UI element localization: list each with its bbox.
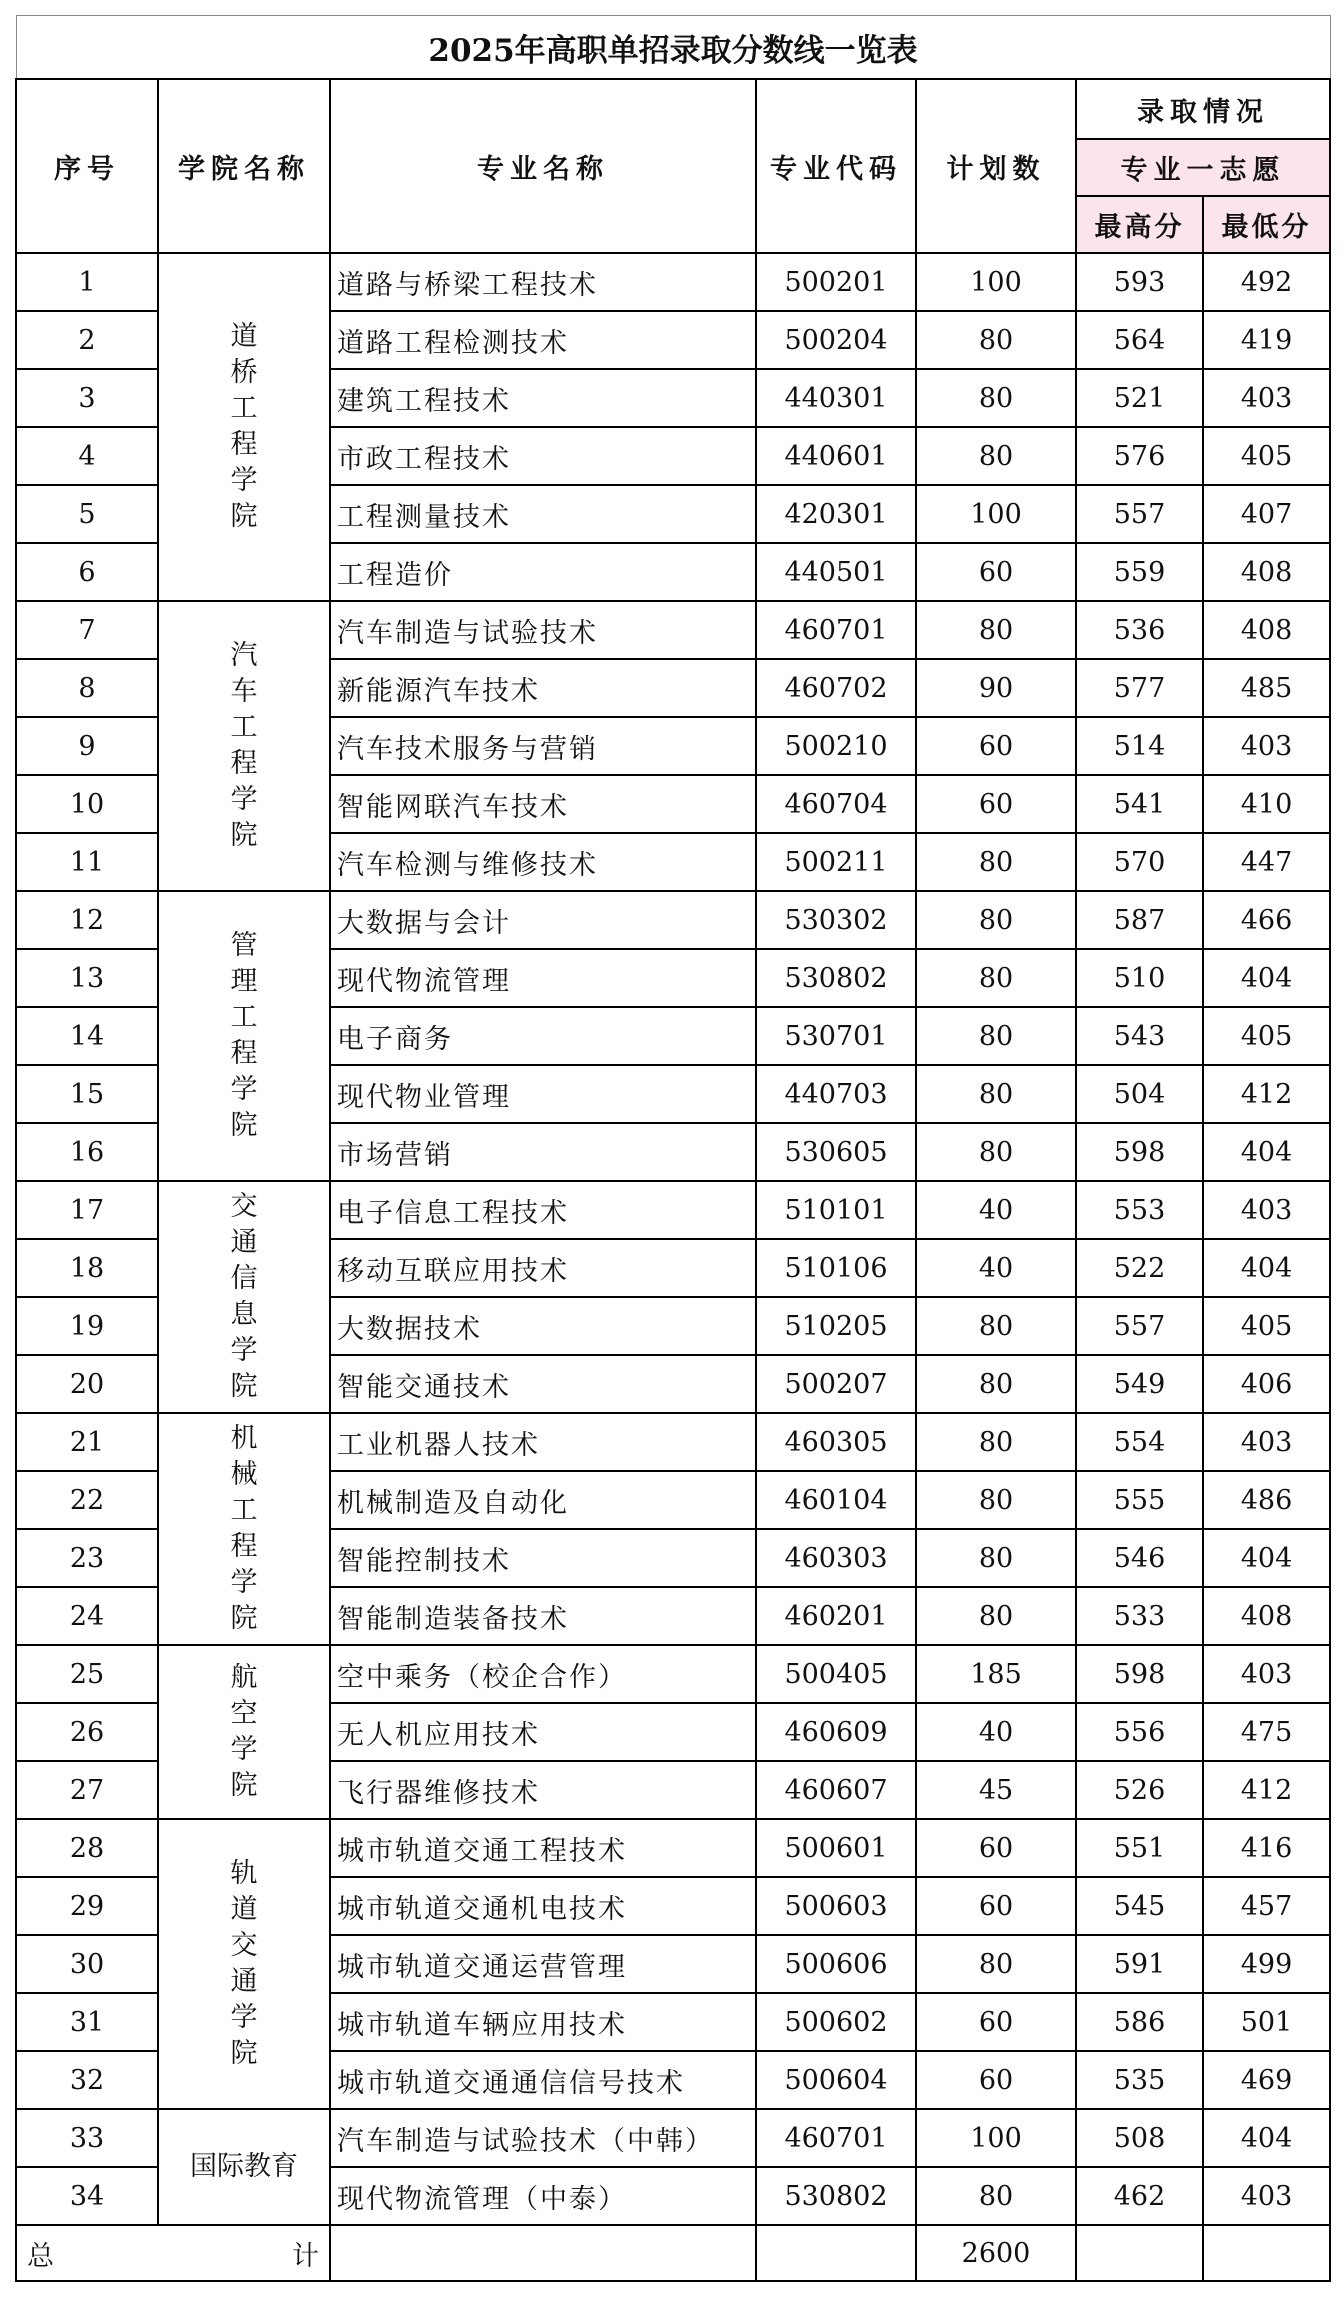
row-major: 机械制造及自动化 bbox=[330, 1471, 756, 1529]
row-seq: 30 bbox=[16, 1935, 158, 1993]
row-code: 460104 bbox=[756, 1471, 916, 1529]
row-seq: 2 bbox=[16, 311, 158, 369]
row-plan: 60 bbox=[916, 1819, 1076, 1877]
row-min-score: 457 bbox=[1203, 1877, 1330, 1935]
row-min-score: 405 bbox=[1203, 427, 1330, 485]
row-code: 460704 bbox=[756, 775, 916, 833]
row-seq: 5 bbox=[16, 485, 158, 543]
row-code: 500207 bbox=[756, 1355, 916, 1413]
row-seq: 24 bbox=[16, 1587, 158, 1645]
row-min-score: 499 bbox=[1203, 1935, 1330, 1993]
row-max-score: 551 bbox=[1076, 1819, 1203, 1877]
row-min-score: 408 bbox=[1203, 1587, 1330, 1645]
row-min-score: 404 bbox=[1203, 1529, 1330, 1587]
total-max-cell bbox=[1076, 2225, 1203, 2281]
row-plan: 80 bbox=[916, 1935, 1076, 1993]
row-max-score: 510 bbox=[1076, 949, 1203, 1007]
header-admission: 录取情况 bbox=[1076, 79, 1330, 139]
table-row bbox=[16, 2109, 1330, 2167]
row-seq: 26 bbox=[16, 1703, 158, 1761]
row-code: 500405 bbox=[756, 1645, 916, 1703]
row-min-score: 405 bbox=[1203, 1297, 1330, 1355]
college-name-text: 航空学院 bbox=[230, 1662, 258, 1801]
row-code: 440301 bbox=[756, 369, 916, 427]
row-min-score: 412 bbox=[1203, 1065, 1330, 1123]
table-body bbox=[16, 253, 1330, 2225]
total-min-cell bbox=[1203, 2225, 1330, 2281]
row-seq: 17 bbox=[16, 1181, 158, 1239]
header-seq: 序号 bbox=[16, 79, 158, 253]
row-major: 现代物流管理 bbox=[330, 949, 756, 1007]
row-plan: 100 bbox=[916, 485, 1076, 543]
admission-score-table bbox=[15, 15, 1331, 2282]
row-min-score: 403 bbox=[1203, 369, 1330, 427]
row-code: 500606 bbox=[756, 1935, 916, 1993]
college-name bbox=[158, 1413, 330, 1645]
college-name bbox=[158, 253, 330, 601]
total-row bbox=[16, 2225, 1330, 2281]
row-major: 汽车技术服务与营销 bbox=[330, 717, 756, 775]
total-major-cell bbox=[330, 2225, 756, 2281]
row-min-score: 405 bbox=[1203, 1007, 1330, 1065]
row-min-score: 403 bbox=[1203, 1413, 1330, 1471]
score-table-sheet bbox=[15, 15, 1329, 2282]
row-max-score: 543 bbox=[1076, 1007, 1203, 1065]
row-max-score: 556 bbox=[1076, 1703, 1203, 1761]
row-min-score: 408 bbox=[1203, 601, 1330, 659]
row-max-score: 586 bbox=[1076, 1993, 1203, 2051]
row-major: 新能源汽车技术 bbox=[330, 659, 756, 717]
row-min-score: 408 bbox=[1203, 543, 1330, 601]
row-max-score: 564 bbox=[1076, 311, 1203, 369]
row-code: 530302 bbox=[756, 891, 916, 949]
row-plan: 80 bbox=[916, 1587, 1076, 1645]
row-major: 工业机器人技术 bbox=[330, 1413, 756, 1471]
row-min-score: 486 bbox=[1203, 1471, 1330, 1529]
row-plan: 60 bbox=[916, 2051, 1076, 2109]
row-code: 460305 bbox=[756, 1413, 916, 1471]
row-plan: 60 bbox=[916, 1993, 1076, 2051]
table-row bbox=[16, 1645, 1330, 1703]
row-min-score: 447 bbox=[1203, 833, 1330, 891]
college-name-text: 轨道交通学院 bbox=[230, 1858, 258, 2069]
row-max-score: 526 bbox=[1076, 1761, 1203, 1819]
row-major: 现代物流管理（中泰） bbox=[330, 2167, 756, 2225]
row-major: 大数据与会计 bbox=[330, 891, 756, 949]
row-code: 530802 bbox=[756, 949, 916, 1007]
row-code: 500211 bbox=[756, 833, 916, 891]
row-min-score: 501 bbox=[1203, 1993, 1330, 2051]
row-seq: 13 bbox=[16, 949, 158, 1007]
row-max-score: 522 bbox=[1076, 1239, 1203, 1297]
row-major: 大数据技术 bbox=[330, 1297, 756, 1355]
row-seq: 7 bbox=[16, 601, 158, 659]
row-min-score: 403 bbox=[1203, 2167, 1330, 2225]
row-plan: 80 bbox=[916, 311, 1076, 369]
row-major: 电子商务 bbox=[330, 1007, 756, 1065]
row-major: 城市轨道交通运营管理 bbox=[330, 1935, 756, 1993]
row-plan: 45 bbox=[916, 1761, 1076, 1819]
row-major: 城市轨道车辆应用技术 bbox=[330, 1993, 756, 2051]
row-plan: 80 bbox=[916, 2167, 1076, 2225]
row-major: 无人机应用技术 bbox=[330, 1703, 756, 1761]
row-plan: 90 bbox=[916, 659, 1076, 717]
row-major: 城市轨道交通工程技术 bbox=[330, 1819, 756, 1877]
row-seq: 9 bbox=[16, 717, 158, 775]
row-plan: 185 bbox=[916, 1645, 1076, 1703]
row-max-score: 521 bbox=[1076, 369, 1203, 427]
row-code: 420301 bbox=[756, 485, 916, 543]
row-major: 移动互联应用技术 bbox=[330, 1239, 756, 1297]
row-major: 汽车制造与试验技术 bbox=[330, 601, 756, 659]
row-seq: 28 bbox=[16, 1819, 158, 1877]
row-max-score: 553 bbox=[1076, 1181, 1203, 1239]
row-code: 440703 bbox=[756, 1065, 916, 1123]
row-plan: 80 bbox=[916, 1413, 1076, 1471]
row-plan: 60 bbox=[916, 1877, 1076, 1935]
total-plan: 2600 bbox=[916, 2225, 1076, 2281]
row-min-score: 492 bbox=[1203, 253, 1330, 311]
row-min-score: 407 bbox=[1203, 485, 1330, 543]
row-max-score: 514 bbox=[1076, 717, 1203, 775]
row-max-score: 546 bbox=[1076, 1529, 1203, 1587]
row-seq: 27 bbox=[16, 1761, 158, 1819]
row-seq: 15 bbox=[16, 1065, 158, 1123]
row-seq: 8 bbox=[16, 659, 158, 717]
row-major: 工程测量技术 bbox=[330, 485, 756, 543]
row-major: 汽车检测与维修技术 bbox=[330, 833, 756, 891]
college-name bbox=[158, 601, 330, 891]
table-row bbox=[16, 601, 1330, 659]
header-code: 专业代码 bbox=[756, 79, 916, 253]
row-max-score: 462 bbox=[1076, 2167, 1203, 2225]
row-seq: 12 bbox=[16, 891, 158, 949]
row-plan: 40 bbox=[916, 1703, 1076, 1761]
total-label-left: 总 bbox=[27, 2240, 54, 2272]
row-seq: 16 bbox=[16, 1123, 158, 1181]
row-min-score: 466 bbox=[1203, 891, 1330, 949]
row-code: 510205 bbox=[756, 1297, 916, 1355]
row-max-score: 598 bbox=[1076, 1645, 1203, 1703]
row-code: 440601 bbox=[756, 427, 916, 485]
row-major: 道路与桥梁工程技术 bbox=[330, 253, 756, 311]
row-min-score: 403 bbox=[1203, 717, 1330, 775]
row-seq: 23 bbox=[16, 1529, 158, 1587]
row-code: 530701 bbox=[756, 1007, 916, 1065]
college-name-text: 交通信息学院 bbox=[230, 1191, 258, 1402]
row-seq: 22 bbox=[16, 1471, 158, 1529]
row-max-score: 587 bbox=[1076, 891, 1203, 949]
row-code: 460701 bbox=[756, 601, 916, 659]
row-major: 城市轨道交通机电技术 bbox=[330, 1877, 756, 1935]
table-row bbox=[16, 253, 1330, 311]
row-seq: 32 bbox=[16, 2051, 158, 2109]
row-max-score: 576 bbox=[1076, 427, 1203, 485]
row-max-score: 591 bbox=[1076, 1935, 1203, 1993]
table-row bbox=[16, 1413, 1330, 1471]
row-code: 510106 bbox=[756, 1239, 916, 1297]
college-name-text: 汽车工程学院 bbox=[230, 640, 258, 851]
row-code: 500201 bbox=[756, 253, 916, 311]
row-code: 500210 bbox=[756, 717, 916, 775]
row-major: 智能制造装备技术 bbox=[330, 1587, 756, 1645]
row-plan: 80 bbox=[916, 833, 1076, 891]
row-major: 城市轨道交通通信信号技术 bbox=[330, 2051, 756, 2109]
row-max-score: 504 bbox=[1076, 1065, 1203, 1123]
row-min-score: 406 bbox=[1203, 1355, 1330, 1413]
row-seq: 31 bbox=[16, 1993, 158, 2051]
college-name-text: 管理工程学院 bbox=[230, 930, 258, 1141]
row-seq: 25 bbox=[16, 1645, 158, 1703]
row-max-score: 577 bbox=[1076, 659, 1203, 717]
row-plan: 80 bbox=[916, 949, 1076, 1007]
row-code: 440501 bbox=[756, 543, 916, 601]
row-plan: 80 bbox=[916, 1471, 1076, 1529]
row-major: 工程造价 bbox=[330, 543, 756, 601]
row-code: 460702 bbox=[756, 659, 916, 717]
row-min-score: 403 bbox=[1203, 1645, 1330, 1703]
row-plan: 80 bbox=[916, 1297, 1076, 1355]
college-name bbox=[158, 2109, 330, 2225]
row-major: 空中乘务（校企合作） bbox=[330, 1645, 756, 1703]
row-code: 460201 bbox=[756, 1587, 916, 1645]
row-max-score: 557 bbox=[1076, 485, 1203, 543]
row-code: 460609 bbox=[756, 1703, 916, 1761]
row-min-score: 403 bbox=[1203, 1181, 1330, 1239]
college-name bbox=[158, 1645, 330, 1819]
row-major: 现代物业管理 bbox=[330, 1065, 756, 1123]
row-plan: 80 bbox=[916, 427, 1076, 485]
row-seq: 34 bbox=[16, 2167, 158, 2225]
row-major: 智能控制技术 bbox=[330, 1529, 756, 1587]
row-min-score: 485 bbox=[1203, 659, 1330, 717]
row-max-score: 535 bbox=[1076, 2051, 1203, 2109]
row-code: 500601 bbox=[756, 1819, 916, 1877]
row-code: 510101 bbox=[756, 1181, 916, 1239]
table-row bbox=[16, 891, 1330, 949]
row-code: 500204 bbox=[756, 311, 916, 369]
row-seq: 29 bbox=[16, 1877, 158, 1935]
row-code: 500604 bbox=[756, 2051, 916, 2109]
row-min-score: 404 bbox=[1203, 949, 1330, 1007]
row-seq: 21 bbox=[16, 1413, 158, 1471]
row-max-score: 598 bbox=[1076, 1123, 1203, 1181]
header-major: 专业名称 bbox=[330, 79, 756, 253]
row-max-score: 557 bbox=[1076, 1297, 1203, 1355]
row-max-score: 541 bbox=[1076, 775, 1203, 833]
row-major: 飞行器维修技术 bbox=[330, 1761, 756, 1819]
row-min-score: 404 bbox=[1203, 2109, 1330, 2167]
row-plan: 80 bbox=[916, 601, 1076, 659]
header-college: 学院名称 bbox=[158, 79, 330, 253]
row-major: 市场营销 bbox=[330, 1123, 756, 1181]
row-seq: 14 bbox=[16, 1007, 158, 1065]
row-plan: 60 bbox=[916, 775, 1076, 833]
row-max-score: 545 bbox=[1076, 1877, 1203, 1935]
table-row bbox=[16, 1181, 1330, 1239]
row-max-score: 508 bbox=[1076, 2109, 1203, 2167]
row-code: 500603 bbox=[756, 1877, 916, 1935]
college-name-text: 道桥工程学院 bbox=[230, 321, 258, 532]
row-code: 530605 bbox=[756, 1123, 916, 1181]
table-row bbox=[16, 1819, 1330, 1877]
row-major: 智能网联汽车技术 bbox=[330, 775, 756, 833]
row-code: 460701 bbox=[756, 2109, 916, 2167]
table-title: 2025年高职单招录取分数线一览表 bbox=[16, 16, 1330, 80]
row-min-score: 404 bbox=[1203, 1239, 1330, 1297]
header-plan: 计划数 bbox=[916, 79, 1076, 253]
row-seq: 18 bbox=[16, 1239, 158, 1297]
row-min-score: 410 bbox=[1203, 775, 1330, 833]
row-major: 智能交通技术 bbox=[330, 1355, 756, 1413]
college-name bbox=[158, 891, 330, 1181]
row-seq: 6 bbox=[16, 543, 158, 601]
row-code: 460607 bbox=[756, 1761, 916, 1819]
row-major: 市政工程技术 bbox=[330, 427, 756, 485]
total-label-cell bbox=[16, 2225, 330, 2281]
row-min-score: 419 bbox=[1203, 311, 1330, 369]
row-major: 电子信息工程技术 bbox=[330, 1181, 756, 1239]
row-code: 530802 bbox=[756, 2167, 916, 2225]
row-plan: 80 bbox=[916, 891, 1076, 949]
row-plan: 80 bbox=[916, 1529, 1076, 1587]
row-seq: 1 bbox=[16, 253, 158, 311]
row-min-score: 404 bbox=[1203, 1123, 1330, 1181]
college-name-text: 国际教育 bbox=[190, 2151, 298, 2182]
row-seq: 4 bbox=[16, 427, 158, 485]
row-max-score: 570 bbox=[1076, 833, 1203, 891]
row-major: 道路工程检测技术 bbox=[330, 311, 756, 369]
college-name bbox=[158, 1181, 330, 1413]
row-code: 500602 bbox=[756, 1993, 916, 2051]
row-code: 460303 bbox=[756, 1529, 916, 1587]
total-code-cell bbox=[756, 2225, 916, 2281]
row-plan: 100 bbox=[916, 2109, 1076, 2167]
row-seq: 11 bbox=[16, 833, 158, 891]
row-plan: 80 bbox=[916, 369, 1076, 427]
header-first-choice: 专业一志愿 bbox=[1076, 139, 1330, 196]
total-label-right: 计 bbox=[292, 2240, 319, 2272]
row-plan: 100 bbox=[916, 253, 1076, 311]
row-seq: 33 bbox=[16, 2109, 158, 2167]
row-max-score: 536 bbox=[1076, 601, 1203, 659]
row-max-score: 549 bbox=[1076, 1355, 1203, 1413]
row-max-score: 593 bbox=[1076, 253, 1203, 311]
row-max-score: 533 bbox=[1076, 1587, 1203, 1645]
row-seq: 3 bbox=[16, 369, 158, 427]
row-major: 建筑工程技术 bbox=[330, 369, 756, 427]
row-plan: 80 bbox=[916, 1007, 1076, 1065]
row-plan: 60 bbox=[916, 717, 1076, 775]
header-min-score: 最低分 bbox=[1203, 196, 1330, 253]
college-name-text: 机械工程学院 bbox=[230, 1423, 258, 1634]
row-plan: 80 bbox=[916, 1123, 1076, 1181]
row-seq: 19 bbox=[16, 1297, 158, 1355]
row-max-score: 555 bbox=[1076, 1471, 1203, 1529]
row-min-score: 469 bbox=[1203, 2051, 1330, 2109]
row-seq: 10 bbox=[16, 775, 158, 833]
college-name bbox=[158, 1819, 330, 2109]
row-plan: 40 bbox=[916, 1239, 1076, 1297]
row-plan: 80 bbox=[916, 1355, 1076, 1413]
row-max-score: 554 bbox=[1076, 1413, 1203, 1471]
row-seq: 20 bbox=[16, 1355, 158, 1413]
row-max-score: 559 bbox=[1076, 543, 1203, 601]
row-min-score: 412 bbox=[1203, 1761, 1330, 1819]
row-plan: 40 bbox=[916, 1181, 1076, 1239]
row-plan: 60 bbox=[916, 543, 1076, 601]
row-major: 汽车制造与试验技术（中韩） bbox=[330, 2109, 756, 2167]
header-max-score: 最高分 bbox=[1076, 196, 1203, 253]
row-min-score: 416 bbox=[1203, 1819, 1330, 1877]
row-min-score: 475 bbox=[1203, 1703, 1330, 1761]
row-plan: 80 bbox=[916, 1065, 1076, 1123]
